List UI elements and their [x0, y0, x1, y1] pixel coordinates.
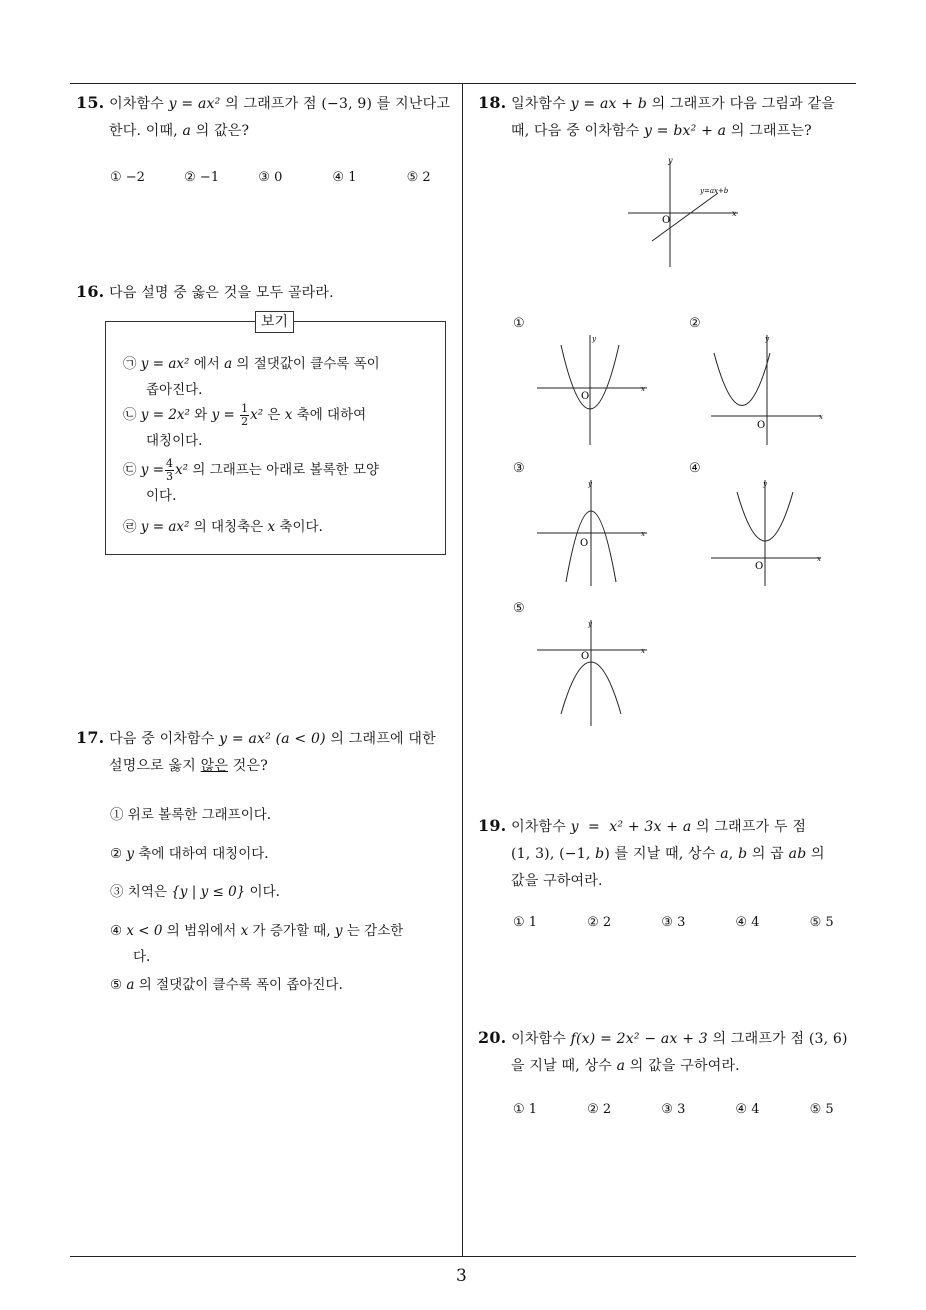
svg-text:O: O	[662, 215, 671, 226]
choice-label-2[interactable]: ②	[689, 316, 701, 331]
q17-option-1[interactable]: ① 위로 볼록한 그래프이다.	[110, 807, 272, 823]
question-number: 20.	[478, 1028, 507, 1047]
column-divider	[462, 83, 463, 1256]
choice-graph-1[interactable]	[535, 333, 655, 448]
choice-label-4[interactable]: ④	[689, 461, 701, 476]
q20-options	[513, 1102, 834, 1117]
bogi-title: 보기	[255, 311, 294, 333]
bogi-item-b: ㉡ y = 2x² 와 y = $\frac{1}{2}$ x² 은 x 축에 대하여 대칭이다.	[123, 402, 367, 449]
option-1[interactable]: ① 1	[513, 915, 538, 930]
question-19: 19. 이차함수 y = x² + 3x + a 의 그래프가 두 점 (1, 3), (−1, b) 를 지날 때, 상수 a, b 의 곱 ab 의 값을 구하여라.	[478, 816, 825, 889]
question-20: 20. 이차함수 f(x) = 2x² − ax + 3 의 그래프가 점 (3, 6) 을 지날 때, 상수 a 의 값을 구하여라.	[478, 1028, 848, 1074]
svg-text:x: x	[732, 209, 737, 218]
choice-graph-4[interactable]	[709, 478, 834, 588]
option-1[interactable]: ① 1	[513, 1102, 538, 1117]
option-2[interactable]: ② 2	[587, 915, 612, 930]
svg-text:y=ax+b: y=ax+b	[700, 187, 729, 195]
svg-text:x: x	[641, 647, 645, 655]
bottom-rule	[70, 1256, 856, 1257]
choice-graph-3[interactable]	[535, 478, 655, 588]
option-3[interactable]: ③ 3	[661, 915, 686, 930]
svg-text:x: x	[817, 555, 821, 563]
svg-text:O: O	[580, 538, 589, 549]
option-2[interactable]: ② 2	[587, 1102, 612, 1117]
choice-graph-5[interactable]	[535, 618, 655, 728]
q17-option-5[interactable]: ⑤ a 의 절댓값이 클수록 폭이 좁아진다.	[110, 977, 343, 993]
option-5[interactable]: ⑤ 2	[406, 170, 431, 185]
page-number: 3	[456, 1266, 467, 1286]
svg-text:y: y	[763, 480, 767, 488]
question-number: 17.	[76, 728, 105, 747]
option-5[interactable]: ⑤ 5	[809, 1102, 834, 1117]
q15-options	[110, 170, 431, 185]
top-rule	[70, 83, 856, 84]
option-3[interactable]: ③ 0	[258, 170, 283, 185]
svg-text:O: O	[757, 420, 766, 431]
svg-text:O: O	[755, 561, 764, 572]
choice-label-5[interactable]: ⑤	[513, 601, 525, 616]
question-16: 16. 다음 설명 중 옳은 것을 모두 골라라.	[76, 282, 334, 301]
svg-text:O: O	[581, 651, 590, 662]
bogi-item-c: ㉢ y = $\frac{4}{3}$ x² 의 그래프는 아래로 볼록한 모양 이다.	[123, 457, 380, 504]
option-4[interactable]: ④ 1	[332, 170, 357, 185]
option-3[interactable]: ③ 3	[661, 1102, 686, 1117]
svg-text:y: y	[592, 335, 596, 343]
option-5[interactable]: ⑤ 5	[809, 915, 834, 930]
linear-graph-figure	[622, 155, 752, 270]
bogi-item-d: ㉣ y = ax² 의 대칭축은 x 축이다.	[123, 519, 323, 535]
svg-text:y: y	[765, 335, 769, 343]
fraction: $\frac{4}{3}$	[166, 457, 174, 483]
choice-label-1[interactable]: ①	[513, 316, 525, 331]
svg-text:y: y	[668, 156, 673, 165]
svg-text:y: y	[588, 620, 592, 628]
option-1[interactable]: ① −2	[110, 170, 145, 185]
q17-option-3[interactable]: ③ 치역은 {y | y ≤ 0} 이다.	[110, 884, 280, 900]
svg-text:O: O	[581, 391, 590, 402]
question-number: 19.	[478, 816, 507, 835]
svg-text:y: y	[588, 480, 592, 488]
question-18: 18. 일차함수 y = ax + b 의 그래프가 다음 그림과 같을 때, 다음 중 이차함수 y = bx² + a 의 그래프는?	[478, 93, 835, 139]
q17-option-4[interactable]: ④ x < 0 의 범위에서 x 가 증가할 때, y 는 감소한 다.	[110, 923, 404, 965]
svg-text:x: x	[819, 413, 823, 421]
question-number: 15.	[76, 93, 105, 112]
option-2[interactable]: ② −1	[184, 170, 220, 185]
svg-text:x: x	[641, 530, 645, 538]
choice-label-3[interactable]: ③	[513, 461, 525, 476]
option-4[interactable]: ④ 4	[735, 1102, 760, 1117]
svg-text:x: x	[641, 385, 645, 393]
choice-graph-2[interactable]	[709, 333, 834, 448]
question-15: 15. 이차함수 y = ax² 의 그래프가 점 (−3, 9) 를 지난다고 한다. 이때, a 의 값은?	[76, 93, 451, 139]
q19-options	[513, 915, 834, 930]
option-4[interactable]: ④ 4	[735, 915, 760, 930]
q17-option-2[interactable]: ② y 축에 대하여 대칭이다.	[110, 846, 269, 862]
question-number: 18.	[478, 93, 507, 112]
fraction: $\frac{1}{2}$	[241, 402, 249, 428]
question-17: 17. 다음 중 이차함수 y = ax² (a < 0) 의 그래프에 대한 설명으로 옳지 않은 것은?	[76, 728, 436, 774]
question-number: 16.	[76, 282, 105, 301]
bogi-item-a: ㉠ y = ax² 에서 a 의 절댓값이 클수록 폭이 좁아진다.	[123, 356, 380, 398]
